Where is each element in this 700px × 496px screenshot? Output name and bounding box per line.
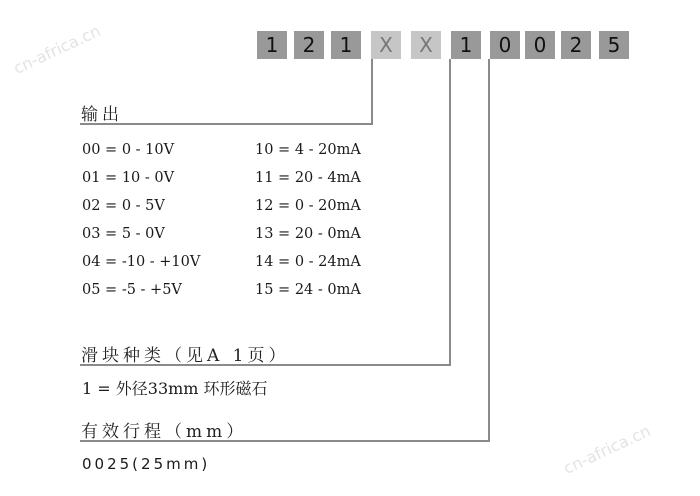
connector-stroke-vertical xyxy=(488,59,490,441)
output-right-item: 14 = 0 - 24mA xyxy=(255,254,361,270)
code-digit-8: 0 xyxy=(525,31,555,59)
connector-slider-vertical xyxy=(449,59,451,365)
code-digit-6: 1 xyxy=(451,31,481,59)
code-digit-7: 0 xyxy=(490,31,520,59)
output-right-item: 11 = 20 - 4mA xyxy=(255,170,361,186)
stroke-header: 有效行程（mm） xyxy=(81,422,248,442)
code-digit-2: 2 xyxy=(294,31,324,59)
code-digit-3: 1 xyxy=(331,31,361,59)
slider-type-header: 滑块种类（见A 1页） xyxy=(81,346,290,366)
output-right-item: 15 = 24 - 0mA xyxy=(255,282,361,298)
code-digit-10: 5 xyxy=(599,31,629,59)
output-left-item: 00 = 0 - 10V xyxy=(82,142,175,158)
connector-output-horizontal xyxy=(80,123,373,125)
stroke-value: 0025(25mm) xyxy=(82,455,211,473)
output-left-item: 03 = 5 - 0V xyxy=(82,226,165,242)
connector-output-vertical xyxy=(371,59,373,124)
output-right-item: 12 = 0 - 20mA xyxy=(255,198,361,214)
output-right-item: 13 = 20 - 0mA xyxy=(255,226,361,242)
output-left-item: 04 = -10 - +10V xyxy=(82,254,201,270)
output-left-item: 02 = 0 - 5V xyxy=(82,198,165,214)
slider-type-value: 1 = 外径33mm 环形磁石 xyxy=(82,379,268,398)
code-digit-9: 2 xyxy=(561,31,591,59)
watermark-bottom-right: cn-africa.cn xyxy=(560,421,654,478)
watermark-top-left: cn-africa.cn xyxy=(10,21,104,78)
code-digit-1: 1 xyxy=(257,31,287,59)
output-left-item: 05 = -5 - +5V xyxy=(82,282,182,298)
output-right-item: 10 = 4 - 20mA xyxy=(255,142,361,158)
output-header: 输出 xyxy=(81,105,123,125)
code-digit-5: X xyxy=(411,31,441,59)
output-left-item: 01 = 10 - 0V xyxy=(82,170,175,186)
code-digit-4: X xyxy=(371,31,401,59)
